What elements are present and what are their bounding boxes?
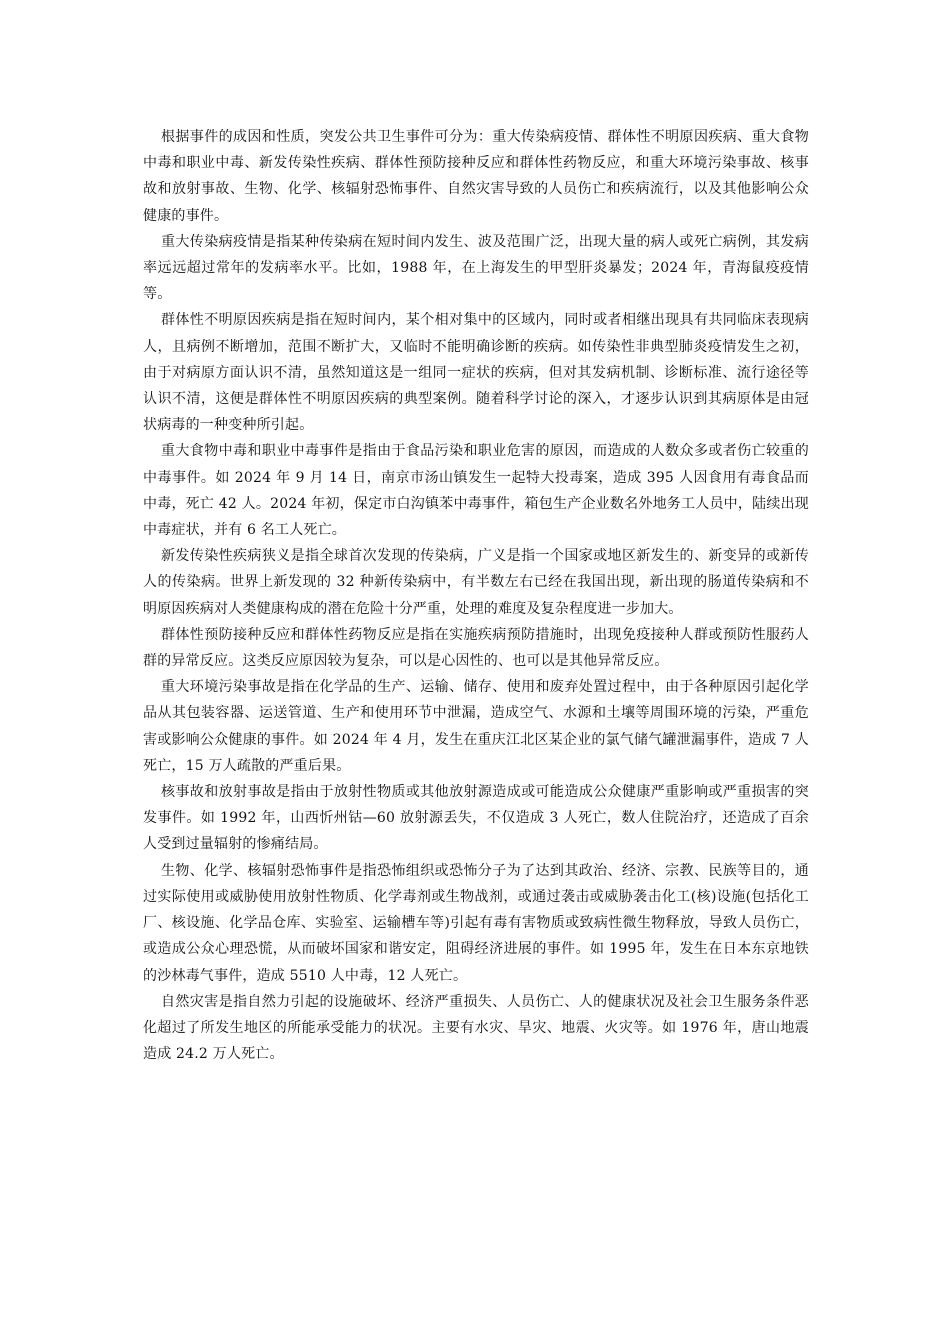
paragraph-terror-events: 生物、化学、核辐射恐怖事件是指恐怖组织或恐怖分子为了达到其政治、经济、宗教、民族等目的，通过实际使用或威胁使用放射性物质、化学毒剂或生物战剂，或通过袭击或威胁袭击化工(核)设施(包括化工厂、核设施、化学品仓库、实验室、运输槽车等)引起有毒有害物质或致病性微生物释放，导致人员伤亡，或造成公众心理恐慌，从而破坏国家和谐安定，阻碍经济进展的事件。如 1995 年，发生在日本东京地铁的沙林毒气事件，造成 5510 人中毒，12 人死亡。: [143, 862, 809, 984]
paragraph-vaccination-drug-reaction: 群体性预防接种反应和群体性药物反应是指在实施疾病预防措施时，出现免疫接种人群或预防性服药人群的异常反应。这类反应原因较为复杂，可以是心因性的、也可以是其他异常反应。: [143, 626, 809, 670]
paragraph-nuclear-radiation-accident: 核事故和放射事故是指由于放射性物质或其他放射源造成或可能造成公众健康严重影响或严重损害的突发事件。如 1992 年，山西忻州钴—60 放射源丢失，不仅造成 3 人死亡，数人住院治疗，还造成了百余人受到过量辐射的惨痛结局。: [143, 784, 809, 853]
document-body: [143, 124, 809, 1067]
paragraph-classification: 根据事件的成因和性质，突发公共卫生事件可分为：重大传染病疫情、群体性不明原因疾病、重大食物中毒和职业中毒、新发传染性疾病、群体性预防接种反应和群体性药物反应，和重大环境污染事故、核事故和放射事故、生物、化学、核辐射恐怖事件、自然灾害导致的人员伤亡和疾病流行，以及其他影响公众健康的事件。: [143, 129, 809, 224]
paragraph-environmental-pollution: 重大环境污染事故是指在化学品的生产、运输、储存、使用和废弃处置过程中，由于各种原因引起化学品从其包装容器、运送管道、生产和使用环节中泄漏，造成空气、水源和土壤等周围环境的污染，严重危害或影响公众健康的事件。如 2024 年 4 月，发生在重庆江北区某企业的氯气储气罐泄漏事件，造成 7 人死亡，15 万人疏散的严重后果。: [143, 679, 809, 774]
paragraph-major-epidemic: 重大传染病疫情是指某种传染病在短时间内发生、波及范围广泛，出现大量的病人或死亡病例，其发病率远远超过常年的发病率水平。比如，1988 年，在上海发生的甲型肝炎暴发；2024 年，青海鼠疫疫情等。: [143, 233, 809, 303]
paragraph-natural-disaster: 自然灾害是指自然力引起的设施破坏、经济严重损失、人员伤亡、人的健康状况及社会卫生服务条件恶化超过了所发生地区的所能承受能力的状况。主要有水灾、旱灾、地震、火灾等。如 1976 年，唐山地震造成 24.2 万人死亡。: [143, 993, 809, 1063]
paragraph-emerging-infectious-disease: 新发传染性疾病狭义是指全球首次发现的传染病，广义是指一个国家或地区新发生的、新变异的或新传人的传染病。世界上新发现的 32 种新传染病中，有半数左右已经在我国出现，新出现的肠道传染病和不明原因疾病对人类健康构成的潜在危险十分严重，处理的难度及复杂程度进一步加大。: [143, 548, 809, 617]
paragraph-food-occupational-poisoning: 重大食物中毒和职业中毒事件是指由于食品污染和职业危害的原因，而造成的人数众多或者伤亡较重的中毒事件。如 2024 年 9 月 14 日，南京市汤山镇发生一起特大投毒案，造成 395 人因食用有毒食品而中毒，死亡 42 人。2024 年初，保定市白沟镇苯中毒事件，箱包生产企业数名外地务工人员中，陆续出现中毒症状，并有 6 名工人死亡。: [143, 443, 809, 539]
paragraph-unknown-disease: 群体性不明原因疾病是指在短时间内，某个相对集中的区域内，同时或者相继出现具有共同临床表现病人，且病例不断增加，范围不断扩大，又临时不能明确诊断的疾病。如传染性非典型肺炎疫情发生之初，由于对病原方面认识不清，虽然知道这是一组同一症状的疾病，但对其发病机制、诊断标准、流行途径等认识不清，这便是群体性不明原因疾病的典型案例。随着科学讨论的深入，才逐步认识到其病原体是由冠状病毒的一种变种所引起。: [143, 312, 809, 434]
